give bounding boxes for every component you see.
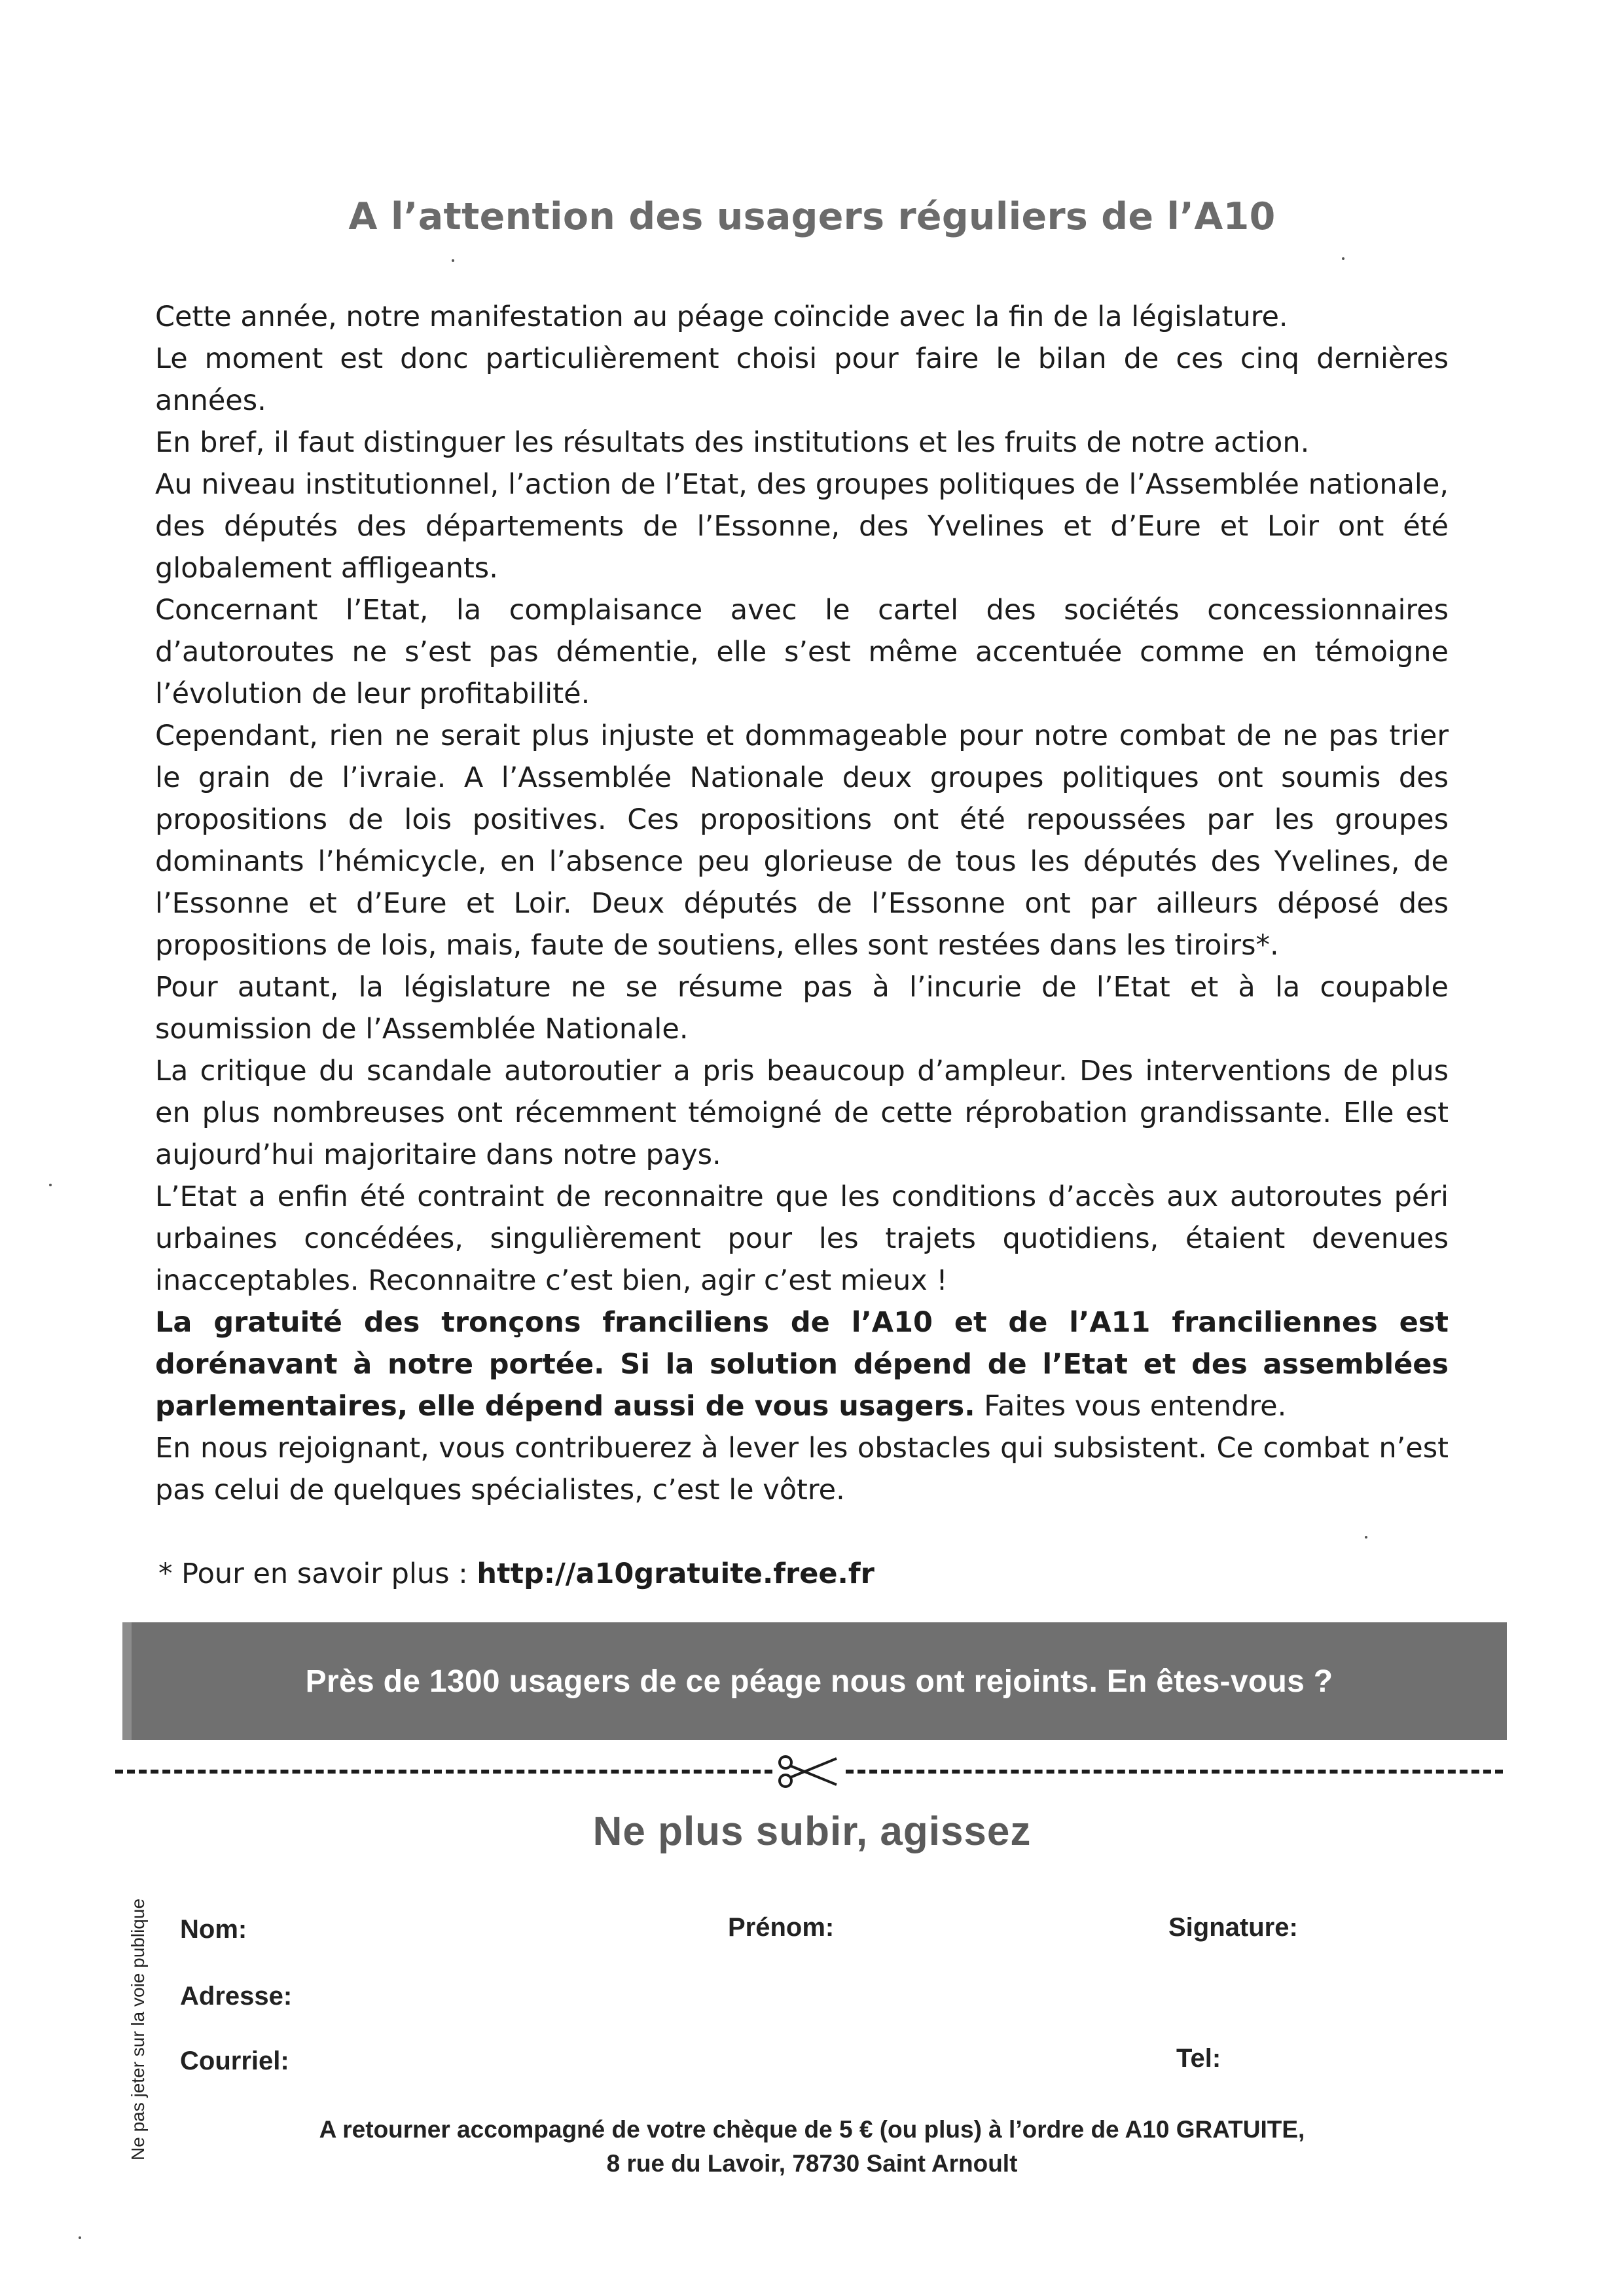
bold-paragraph: [155, 1302, 1449, 1427]
dashed-line: [846, 1770, 1503, 1774]
closing-paragraph: En nous rejoignant, vous contribuerez à lever les obstacles qui subsistent. Ce combat n’est pas celui de quelques spécialistes, c’est le vôtre.: [155, 1432, 1449, 1506]
cut-line: [115, 1752, 1503, 1791]
return-line-2: 8 rue du Lavoir, 78730 Saint Arnoult: [606, 2150, 1018, 2177]
more-info-prefix: * Pour en savoir plus :: [158, 1558, 477, 1590]
more-info: [158, 1553, 875, 1595]
paper-speck: [1365, 1536, 1367, 1539]
adresse-label: Adresse:: [180, 1982, 293, 2011]
members-banner: [122, 1622, 1507, 1740]
paper-speck: [452, 259, 454, 262]
prenom-label: Prénom:: [728, 1913, 835, 1942]
paragraph: Pour autant, la législature ne se résume pas à l’incurie de l’Etat et à la coupable soumission de l’Assemblée Nationale.: [155, 971, 1449, 1046]
paragraph: La critique du scandale autoroutier a pris beaucoup d’ampleur. Des interventions de plus en plus nombreuses ont récemment témoigné de cette réprobation grandissante. Elle est aujourd’hui majoritaire dans notre pays.: [155, 1055, 1449, 1171]
paper-speck: [79, 2236, 81, 2239]
form-heading: Ne plus subir, agissez: [592, 1809, 1032, 1854]
dashed-line: [115, 1770, 772, 1774]
nom-label: Nom:: [180, 1915, 247, 1944]
courriel-label: Courriel:: [180, 2047, 289, 2075]
banner-text: Près de 1300 usagers de ce péage nous ont rejoints. En êtes-vous ?: [305, 1664, 1333, 1699]
body-text: [155, 296, 1449, 1511]
side-note: Ne pas jeter sur la voie publique: [128, 1898, 148, 2160]
return-line-1: A retourner accompagné de votre chèque de 5 € (ou plus) à l’ordre de A10 GRATUITE,: [319, 2116, 1305, 2143]
tel-label: Tel:: [1176, 2044, 1221, 2073]
paragraph: Au niveau institutionnel, l’action de l’Etat, des groupes politiques de l’Assemblée nationale, des députés des départements de l’Essonne, des Yvelines et d’Eure et Loir ont été globalement affligeants.: [155, 468, 1449, 585]
paper-speck: [49, 1184, 52, 1186]
paragraph: L’Etat a enfin été contraint de reconnaitre que les conditions d’accès aux autoroutes péri urbaines concédées, singulièrement pour les trajets quotidiens, étaient devenues inacceptables. Reconnaitre c’est bien, agir c’est mieux !: [155, 1180, 1449, 1297]
paragraph: Cependant, rien ne serait plus injuste et dommageable pour notre combat de ne pas trier le grain de l’ivraie. A l’Assemblée Nationale deux groupes politiques ont soumis des propositions de lois positives. Ces propositions ont été repoussées par les groupes dominants l’hémicycle, en l’absence peu glorieuse de tous les députés des Yvelines, de l’Essonne et d’Eure et Loir. Deux députés de l’Essonne ont par ailleurs déposé des propositions de lois, mais, faute de soutiens, elles sont restées dans les tiroirs*.: [155, 720, 1449, 962]
signature-label: Signature:: [1168, 1913, 1298, 1942]
paragraph: Le moment est donc particulièrement choisi pour faire le bilan de ces cinq dernières années.: [155, 342, 1449, 417]
website-link[interactable]: http://a10gratuite.free.fr: [477, 1558, 875, 1590]
bold-statement: La gratuité des tronçons franciliens de l’A10 et de l’A11 franciliennes est dorénavant à notre portée. Si la solution dépend de l’Etat et des assemblées parlementaires, elle dépend aussi de vous usagers.: [155, 1306, 1449, 1423]
paper-speck: [1342, 257, 1344, 260]
paragraph: Concernant l’Etat, la complaisance avec le cartel des sociétés concessionnaires d’autoroutes ne s’est pas démentie, elle s’est même accentuée comme en témoigne l’évolution de leur profitabilité.: [155, 594, 1449, 710]
return-instructions: [0, 2113, 1624, 2181]
page-title: A l’attention des usagers réguliers de l’A10: [348, 195, 1276, 238]
call-to-action: Faites vous entendre.: [975, 1390, 1287, 1423]
paragraph: En bref, il faut distinguer les résultats des institutions et les fruits de notre action.: [155, 426, 1310, 459]
scissors-icon: [776, 1752, 842, 1791]
paragraph: Cette année, notre manifestation au péage coïncide avec la fin de la législature.: [155, 301, 1288, 333]
